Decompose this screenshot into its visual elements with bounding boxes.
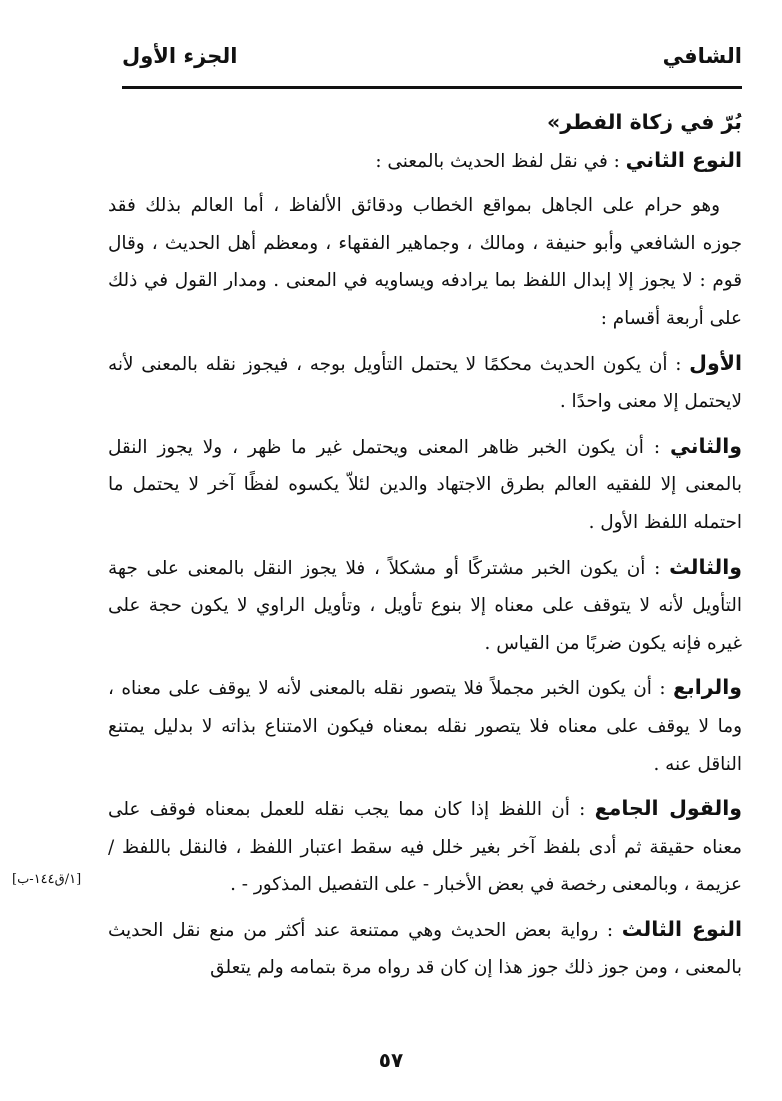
page-number: ٥٧ bbox=[378, 1048, 404, 1072]
paragraph-ruling: وهو حرام على الجاهل بمواقع الخطاب ودقائق الألفاظ ، أما العالم بذلك فقد جوزه الشافعي وأبو حنيفة ، ومالك ، وجماهير الفقهاء ، ومعظم أهل الحديث ، وقال قوم : لا يجوز إلا إبدال اللفظ بما يرادفه ويساويه في المعنى . ومدار القول في ذلك على أربعة أقسام : bbox=[108, 195, 742, 329]
page-header bbox=[122, 38, 742, 86]
volume-title: الجزء الأول bbox=[122, 44, 238, 68]
paragraph-text: : أن يكون الخبر مشتركًا أو مشكلاً ، فلا يجوز النقل بالمعنى على جهة التأويل لأنه لا يتوقف على معناه إلا بنوع تأويل ، وتأويل الراوي لا يكون حجة على غيره فإنه يكون ضربًا من القياس . bbox=[108, 557, 742, 654]
paragraph-text: : أن يكون الحديث محكمًا لا يحتمل التأويل بوجه ، فيجوز نقله بالمعنى لأنه لايحتمل إلا معنى واحدًا . bbox=[108, 353, 742, 413]
paragraph-lead: النوع الثالث bbox=[621, 916, 742, 941]
paragraph-third-division bbox=[108, 549, 742, 663]
paragraph-text: : أن يكون الخبر ظاهر المعنى ويحتمل غير ما ظهر ، ولا يجوز النقل بالمعنى إلا للفقيه العالم بطرق الاجتهاد والدين لئلاّ يكسوه لفظًا آخر لا يحتمل ما احتمله اللفظ الأول . bbox=[108, 436, 742, 533]
manuscript-folio-reference: [١/ق١٤٤-ب] bbox=[12, 872, 82, 887]
paragraph-lead: والثاني bbox=[670, 433, 742, 458]
header-divider bbox=[122, 86, 742, 89]
paragraph-fourth-division bbox=[108, 669, 742, 783]
paragraph-text: : أن اللفظ إذا كان مما يجب نقله للعمل بمعناه فوقف على معناه حقيقة ثم أدى بلفظ آخر بغير خلل فيه سقط اعتبار اللفظ ، فالنقل باللفظ / عزيمة ، وبالمعنى رخصة في بعض الأخبار - على التفصيل المذكور - . bbox=[108, 799, 742, 896]
paragraph-second-division bbox=[108, 428, 742, 542]
paragraph-lead: الأول bbox=[689, 350, 742, 375]
paragraph-type-two bbox=[108, 142, 742, 181]
paragraph-lead: والثالث bbox=[669, 554, 742, 579]
paragraph-summary bbox=[108, 790, 742, 904]
paragraph-text: : في نقل لفظ الحديث بالمعنى : bbox=[375, 150, 626, 172]
paragraph-first-division bbox=[108, 345, 742, 421]
book-title: الشافي bbox=[662, 44, 742, 68]
paragraph-text: : رواية بعض الحديث وهي ممتنعة عند أكثر من منع نقل الحديث بالمعنى ، ومن جوز ذلك جوز هذا إن كان قد رواه مرة بتمامه ولم يتعلق bbox=[108, 919, 742, 979]
paragraph-lead: النوع الثاني bbox=[625, 147, 742, 172]
section-opening: بُرّ في زكاة الفطر» bbox=[547, 110, 742, 134]
paragraph-lead: والرابع bbox=[673, 675, 742, 700]
page-body bbox=[108, 104, 742, 1044]
paragraph-lead: والقول الجامع bbox=[594, 796, 742, 821]
paragraph-type-three bbox=[108, 911, 742, 987]
paragraph-text: : أن يكون الخبر مجملاً فلا يتصور نقله بالمعنى لأنه لا يوقف على معناه ، وما لا يوقف على معناه فلا يتصور نقله بمعناه فيكون الامتناع بذاته لا بدليل يمتنع الناقل عنه . bbox=[108, 678, 742, 775]
